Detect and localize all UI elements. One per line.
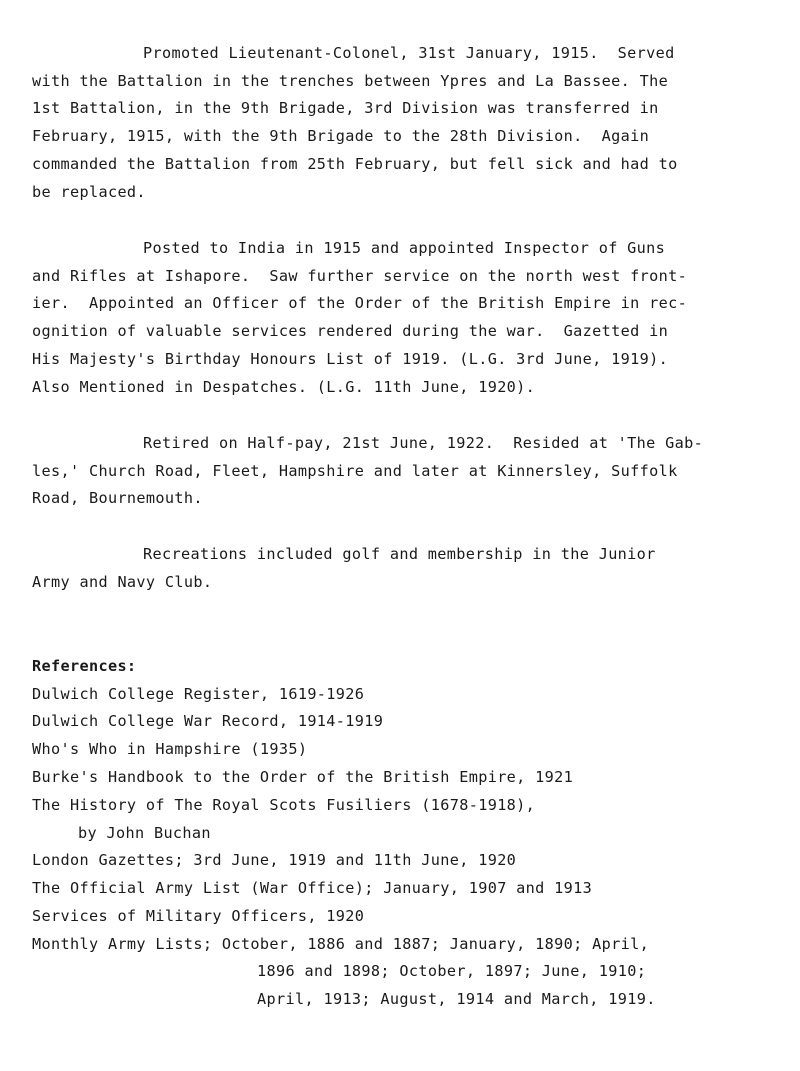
reference-item-continuation: by John Buchan bbox=[78, 824, 211, 842]
text-line: Army and Navy Club. bbox=[32, 573, 213, 591]
text-line: Promoted Lieutenant-Colonel, 31st January, 1915. Served bbox=[143, 44, 675, 62]
reference-item: Monthly Army Lists; October, 1886 and 1887; January, 1890; April, bbox=[32, 935, 650, 953]
reference-item: The Official Army List (War Office); January, 1907 and 1913 bbox=[32, 879, 593, 897]
text-line: ier. Appointed an Officer of the Order of the British Empire in rec- bbox=[32, 294, 688, 312]
text-line: ognition of valuable services rendered during the war. Gazetted in bbox=[32, 322, 669, 340]
reference-item: Burke's Handbook to the Order of the British Empire, 1921 bbox=[32, 768, 574, 786]
text-line: Also Mentioned in Despatches. (L.G. 11th June, 1920). bbox=[32, 378, 536, 396]
reference-item: Dulwich College War Record, 1914-1919 bbox=[32, 712, 384, 730]
reference-item: Services of Military Officers, 1920 bbox=[32, 907, 365, 925]
reference-item: The History of The Royal Scots Fusiliers (1678-1918), bbox=[32, 796, 536, 814]
reference-item: Who's Who in Hampshire (1935) bbox=[32, 740, 308, 758]
reference-item-continuation: 1896 and 1898; October, 1897; June, 1910; bbox=[257, 962, 647, 980]
text-line: and Rifles at Ishapore. Saw further service on the north west front- bbox=[32, 267, 688, 285]
text-line: Recreations included golf and membership in the Junior bbox=[143, 545, 656, 563]
text-line: Retired on Half-pay, 21st June, 1922. Resided at 'The Gab- bbox=[143, 434, 704, 452]
text-line: Posted to India in 1915 and appointed Inspector of Guns bbox=[143, 239, 666, 257]
text-line: February, 1915, with the 9th Brigade to the 28th Division. Again bbox=[32, 127, 650, 145]
text-line: Road, Bournemouth. bbox=[32, 489, 203, 507]
reference-item: London Gazettes; 3rd June, 1919 and 11th June, 1920 bbox=[32, 851, 517, 869]
text-line: with the Battalion in the trenches between Ypres and La Bassee. The bbox=[32, 72, 669, 90]
references-heading: References: bbox=[32, 657, 137, 675]
text-line: 1st Battalion, in the 9th Brigade, 3rd Division was transferred in bbox=[32, 99, 659, 117]
text-line: be replaced. bbox=[32, 183, 146, 201]
text-line: commanded the Battalion from 25th February, but fell sick and had to bbox=[32, 155, 678, 173]
reference-item-continuation: April, 1913; August, 1914 and March, 1919. bbox=[257, 990, 656, 1008]
text-line: His Majesty's Birthday Honours List of 1919. (L.G. 3rd June, 1919). bbox=[32, 350, 669, 368]
reference-item: Dulwich College Register, 1619-1926 bbox=[32, 685, 365, 703]
text-line: les,' Church Road, Fleet, Hampshire and later at Kinnersley, Suffolk bbox=[32, 462, 678, 480]
